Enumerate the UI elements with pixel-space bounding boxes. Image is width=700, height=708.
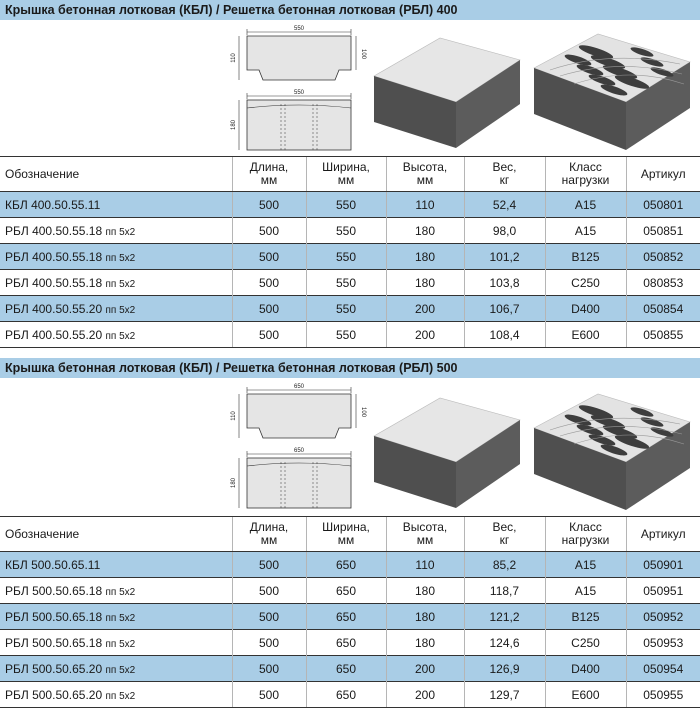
table-cell: 650 [306, 630, 386, 656]
table-cell: 650 [306, 682, 386, 708]
cell-text: РБЛ 500.50.65.18 [5, 635, 103, 650]
table-cell: 101,2 [464, 244, 545, 270]
col-class [545, 517, 626, 552]
table-row [0, 322, 700, 348]
table-cell: 126,9 [464, 656, 545, 682]
table-cell: 500 [232, 604, 306, 630]
table-row [0, 604, 700, 630]
row-suffix: пп 5х2 [105, 278, 136, 290]
table-cell: C250 [545, 630, 626, 656]
cell-text: нагрузки [561, 173, 610, 187]
cell-text: кг [499, 173, 510, 187]
cell-text: Вес, [492, 520, 517, 534]
table-cell: 050901 [626, 552, 700, 578]
col-weight [464, 517, 545, 552]
table-cell: 52,4 [464, 192, 545, 218]
table-header [0, 157, 700, 192]
table-cell: D400 [545, 656, 626, 682]
table-cell: 050955 [626, 682, 700, 708]
dim-top-width: 650 [293, 384, 305, 390]
section-title: Крышка бетонная лотковая (КБЛ) / Решетка бетонная лотковая (РБЛ) 400 [0, 0, 700, 20]
table-cell: 121,2 [464, 604, 545, 630]
dim-top-height-right: 100 [360, 48, 366, 60]
table-cell: 050855 [626, 322, 700, 348]
row-suffix: пп 5х2 [105, 612, 136, 624]
solid-cover-render [370, 392, 525, 512]
col-name: Обозначение [0, 517, 232, 552]
technical-drawing [225, 382, 375, 514]
cell-text: мм [337, 173, 355, 187]
table-cell: A15 [545, 578, 626, 604]
image-zone [0, 378, 700, 516]
table-cell: 85,2 [464, 552, 545, 578]
table-row [0, 296, 700, 322]
table-row [0, 656, 700, 682]
dim-front-width: 550 [293, 90, 305, 96]
table-cell: E600 [545, 322, 626, 348]
table-row [0, 682, 700, 708]
cell-text: мм [337, 533, 355, 547]
table-cell [0, 270, 232, 296]
cell-text: РБЛ 400.50.55.18 [5, 249, 103, 264]
solid-cover-render [370, 32, 525, 152]
table-cell: 180 [386, 218, 464, 244]
dim-top-width: 550 [293, 26, 305, 32]
table-cell: A15 [545, 218, 626, 244]
table-cell: 050952 [626, 604, 700, 630]
row-suffix: пп 5х2 [105, 586, 136, 598]
table-cell: 500 [232, 218, 306, 244]
cell-text: мм [416, 533, 434, 547]
table-cell: 500 [232, 552, 306, 578]
table-cell: B125 [545, 244, 626, 270]
col-length [232, 157, 306, 192]
cell-text: Ширина, [322, 520, 370, 534]
cell-text: РБЛ 400.50.55.18 [5, 223, 103, 238]
table-cell: 650 [306, 578, 386, 604]
table-cell: 650 [306, 552, 386, 578]
col-height [386, 157, 464, 192]
table-row [0, 218, 700, 244]
table-cell: 108,4 [464, 322, 545, 348]
col-width [306, 157, 386, 192]
table-cell: 200 [386, 322, 464, 348]
table-cell: 080853 [626, 270, 700, 296]
grate-cover-render [530, 30, 695, 154]
table-cell: 550 [306, 244, 386, 270]
table-row [0, 630, 700, 656]
cell-text: Длина, [249, 160, 289, 174]
table-cell [0, 296, 232, 322]
table-cell [0, 322, 232, 348]
top-view [231, 26, 366, 80]
table-cell: C250 [545, 270, 626, 296]
table-cell [0, 192, 232, 218]
cell-text: кг [499, 533, 510, 547]
table-cell: 550 [306, 296, 386, 322]
row-suffix: пп 5х2 [105, 664, 136, 676]
table-cell [0, 552, 232, 578]
table-row [0, 578, 700, 604]
table-cell: D400 [545, 296, 626, 322]
table-cell: 200 [386, 296, 464, 322]
cell-text: РБЛ 400.50.55.20 [5, 301, 103, 316]
cell-text: мм [260, 533, 278, 547]
table-cell [0, 244, 232, 270]
table-cell: 550 [306, 270, 386, 296]
col-article: Артикул [626, 157, 700, 192]
table-cell: 200 [386, 656, 464, 682]
cell-text: Вес, [492, 160, 517, 174]
table-cell: 500 [232, 630, 306, 656]
dim-front-width: 650 [293, 448, 305, 454]
row-suffix: пп 5х2 [105, 330, 136, 342]
table-cell: 180 [386, 630, 464, 656]
table-cell: 118,7 [464, 578, 545, 604]
table-row [0, 552, 700, 578]
col-length [232, 517, 306, 552]
cell-text: КБЛ 500.50.65.11 [5, 557, 101, 572]
dim-top-height-right: 100 [360, 406, 366, 418]
spec-table-500 [0, 516, 700, 708]
table-cell [0, 682, 232, 708]
cell-text: РБЛ 500.50.65.20 [5, 687, 103, 702]
table-cell: 500 [232, 244, 306, 270]
table-cell: 500 [232, 578, 306, 604]
cell-text: Длина, [249, 520, 289, 534]
table-cell: 050953 [626, 630, 700, 656]
row-suffix: пп 5х2 [105, 226, 136, 238]
cell-text: Класс [569, 520, 602, 534]
cell-text: мм [416, 173, 434, 187]
table-cell: 650 [306, 656, 386, 682]
table-header [0, 517, 700, 552]
table-row [0, 192, 700, 218]
cell-text: Высота, [402, 520, 448, 534]
cell-text: РБЛ 500.50.65.20 [5, 661, 103, 676]
row-suffix: пп 5х2 [105, 304, 136, 316]
table-cell: 050854 [626, 296, 700, 322]
table-cell: A15 [545, 552, 626, 578]
table-cell: 500 [232, 656, 306, 682]
table-cell: 050954 [626, 656, 700, 682]
cell-text: нагрузки [561, 533, 610, 547]
table-cell: 180 [386, 604, 464, 630]
section-title: Крышка бетонная лотковая (КБЛ) / Решетка бетонная лотковая (РБЛ) 500 [0, 358, 700, 378]
table-cell [0, 604, 232, 630]
table-cell: 650 [306, 604, 386, 630]
table-cell: E600 [545, 682, 626, 708]
cell-text: КБЛ 400.50.55.11 [5, 197, 101, 212]
table-cell: 500 [232, 192, 306, 218]
table-cell: 103,8 [464, 270, 545, 296]
cell-text: РБЛ 400.50.55.18 [5, 275, 103, 290]
col-article: Артикул [626, 517, 700, 552]
table-cell: 110 [386, 192, 464, 218]
image-zone [0, 20, 700, 156]
cell-text: Ширина, [322, 160, 370, 174]
row-suffix: пп 5х2 [105, 690, 136, 702]
cell-text: Высота, [402, 160, 448, 174]
col-width [306, 517, 386, 552]
table-cell: A15 [545, 192, 626, 218]
table-cell [0, 578, 232, 604]
table-row [0, 244, 700, 270]
table-cell: 500 [232, 296, 306, 322]
table-cell [0, 218, 232, 244]
table-cell: 124,6 [464, 630, 545, 656]
table-cell: 129,7 [464, 682, 545, 708]
table-cell: 106,7 [464, 296, 545, 322]
top-view [231, 384, 366, 438]
cell-text: РБЛ 500.50.65.18 [5, 583, 103, 598]
dim-top-height-left: 110 [231, 411, 237, 421]
front-view [231, 448, 351, 508]
row-suffix: пп 5х2 [105, 638, 136, 650]
table-cell: 050851 [626, 218, 700, 244]
table-cell [0, 656, 232, 682]
col-name: Обозначение [0, 157, 232, 192]
col-weight [464, 157, 545, 192]
table-cell: 180 [386, 270, 464, 296]
table-cell: 500 [232, 682, 306, 708]
table-cell [0, 630, 232, 656]
front-view [231, 90, 351, 150]
table-cell: 98,0 [464, 218, 545, 244]
table-cell: 110 [386, 552, 464, 578]
table-cell: B125 [545, 604, 626, 630]
table-row [0, 270, 700, 296]
dim-top-height-left: 110 [231, 53, 237, 63]
table-cell: 500 [232, 322, 306, 348]
col-height [386, 517, 464, 552]
table-cell: 550 [306, 218, 386, 244]
cell-text: РБЛ 400.50.55.20 [5, 327, 103, 342]
col-class [545, 157, 626, 192]
spec-table-400 [0, 156, 700, 348]
cell-text: мм [260, 173, 278, 187]
row-suffix: пп 5х2 [105, 252, 136, 264]
grate-cover-render [530, 390, 695, 514]
table-cell: 200 [386, 682, 464, 708]
cell-text: Класс [569, 160, 602, 174]
table-cell: 180 [386, 244, 464, 270]
table-cell: 550 [306, 322, 386, 348]
table-cell: 050801 [626, 192, 700, 218]
table-cell: 500 [232, 270, 306, 296]
table-cell: 550 [306, 192, 386, 218]
cell-text: РБЛ 500.50.65.18 [5, 609, 103, 624]
dim-front-height: 180 [231, 119, 237, 131]
technical-drawing [225, 24, 375, 156]
table-cell: 180 [386, 578, 464, 604]
table-cell: 050951 [626, 578, 700, 604]
dim-front-height: 180 [231, 477, 237, 489]
table-cell: 050852 [626, 244, 700, 270]
